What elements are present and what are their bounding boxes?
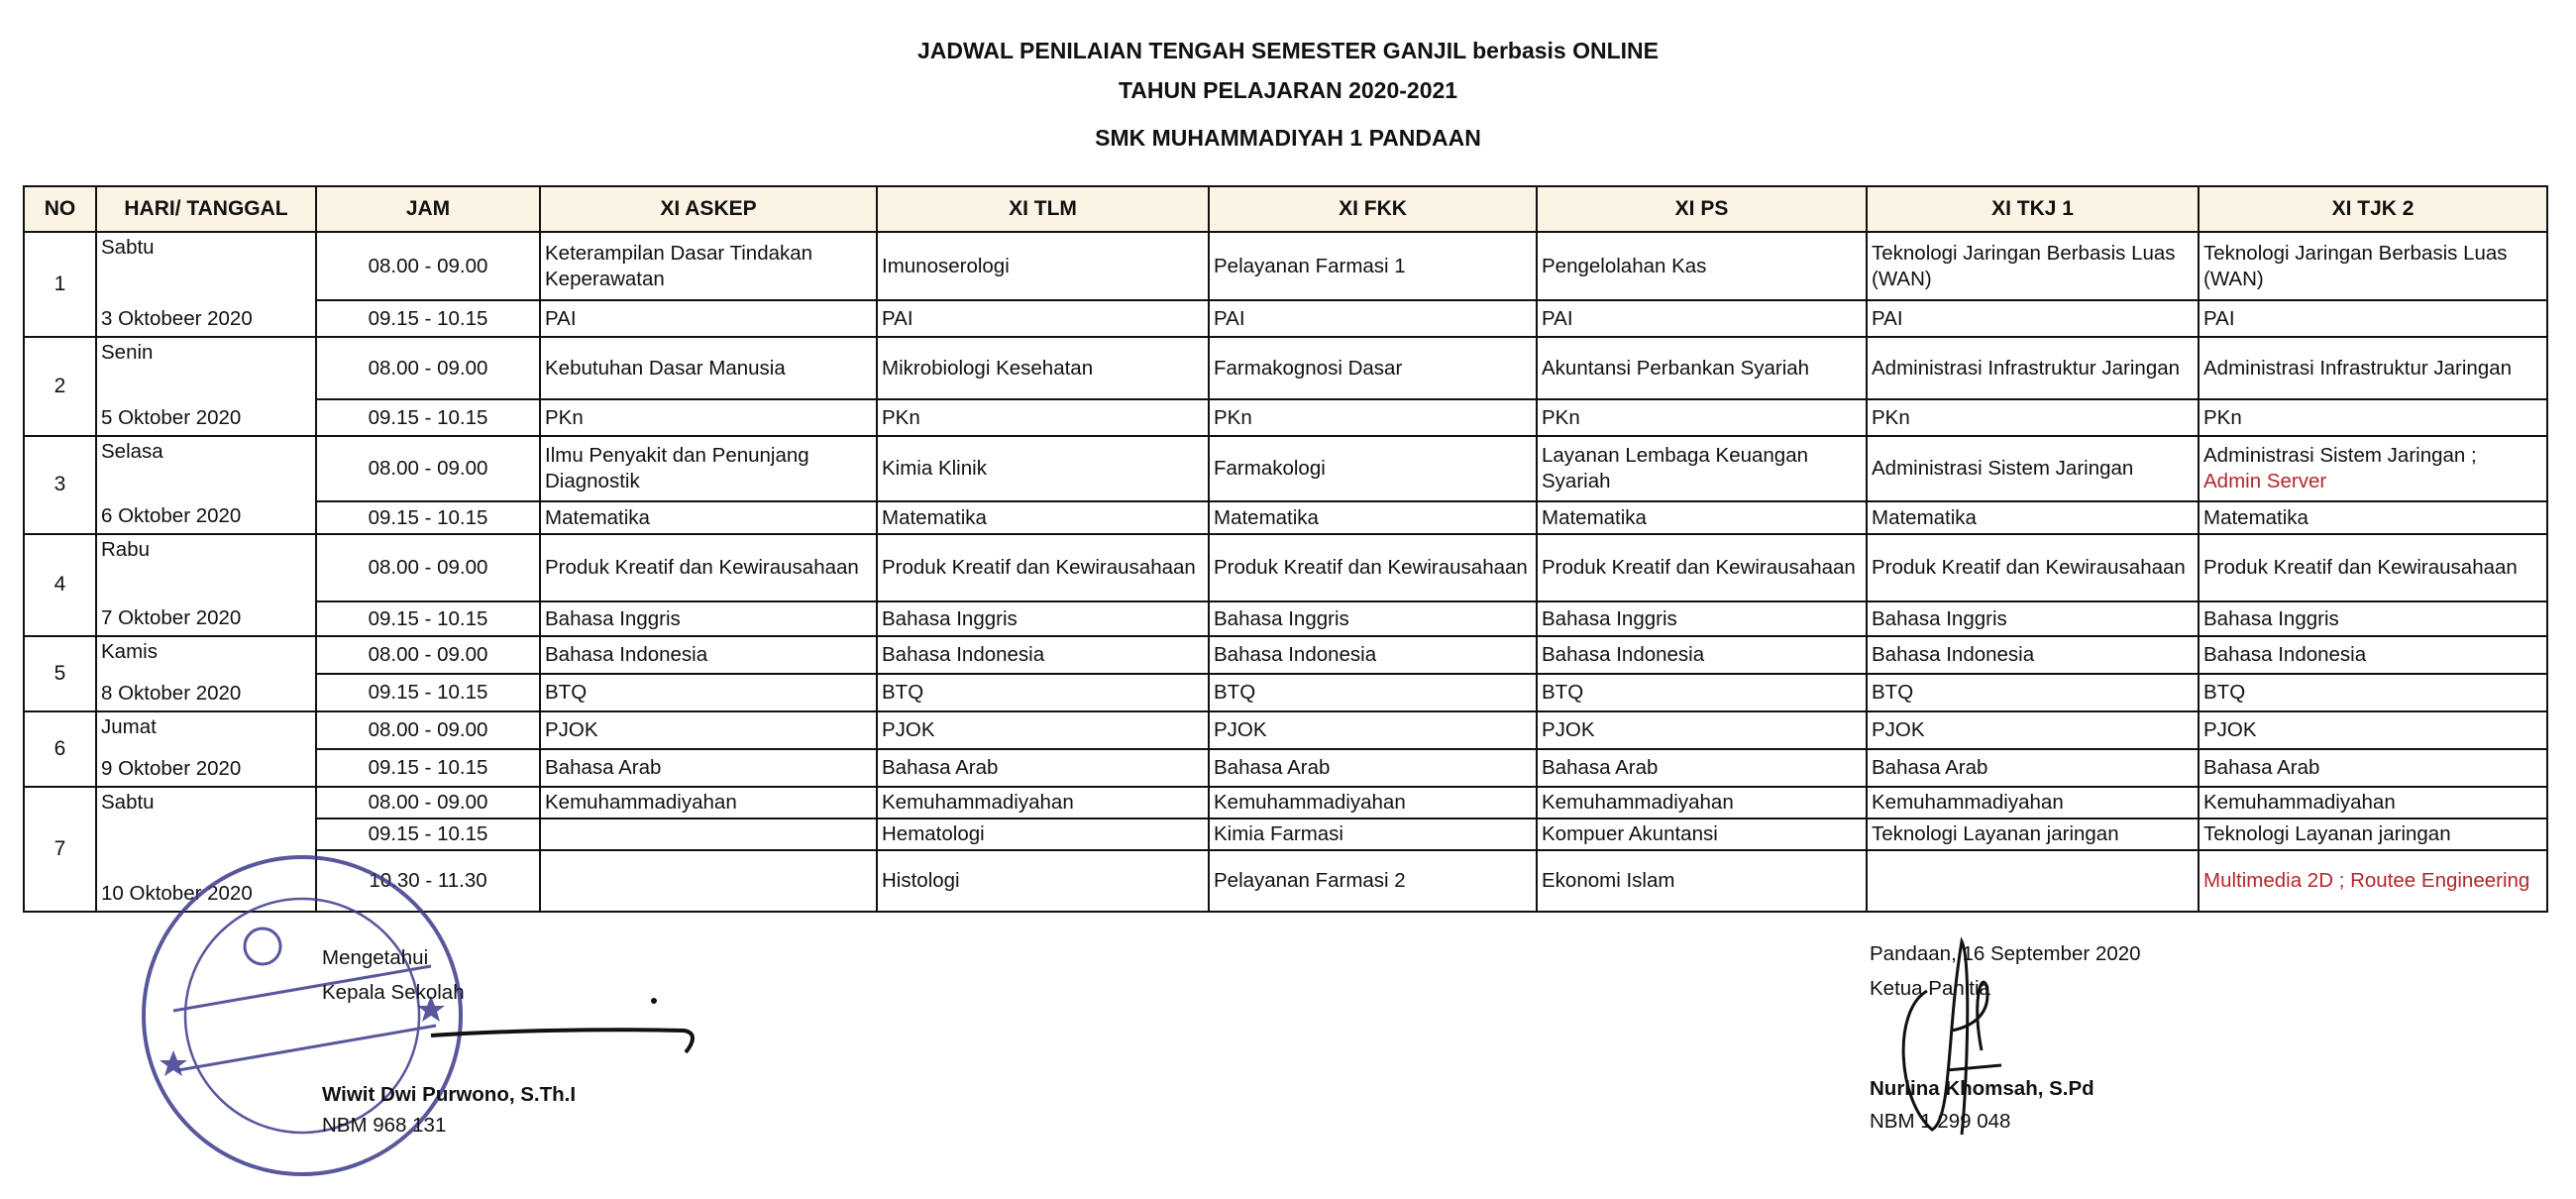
time-slot: 09.15 - 10.15 — [316, 501, 540, 534]
principal-id: NBM 968 131 — [322, 1114, 447, 1137]
row-number: 7 — [24, 787, 96, 912]
subject-name: Bahasa Indonesia — [1214, 643, 1377, 667]
subject-cell — [2199, 534, 2547, 601]
time-slot: 08.00 - 09.00 — [316, 636, 540, 674]
subject-cell — [1867, 636, 2199, 674]
subject-name: Bahasa Indonesia — [2203, 643, 2367, 667]
time-slot: 09.15 - 10.15 — [316, 674, 540, 711]
academic-year: TAHUN PELAJARAN 2020-2021 — [1118, 77, 1458, 103]
subject-cell — [540, 399, 877, 436]
subject-name: Ekonomi Islam — [1542, 869, 1675, 893]
school-name: SMK MUHAMMADIYAH 1 PANDAAN — [1095, 125, 1481, 151]
column-header: XI TKJ 1 — [1867, 186, 2199, 232]
subject-cell — [1209, 337, 1537, 399]
subject-name: Kimia Farmasi — [1214, 822, 1343, 846]
subject-cell — [2199, 818, 2547, 850]
time-slot: 09.15 - 10.15 — [316, 749, 540, 787]
table-row — [24, 337, 2547, 399]
subject-cell — [1867, 399, 2199, 436]
column-header: XI TJK 2 — [2199, 186, 2547, 232]
subject-cell — [1537, 711, 1867, 749]
subject-name: Farmakologi — [1214, 457, 1326, 481]
subject-cell — [1867, 300, 2199, 337]
subject-name: Matematika — [1542, 505, 1647, 529]
subject-cell — [540, 337, 877, 399]
time-slot: 08.00 - 09.00 — [316, 436, 540, 501]
subject-cell — [1867, 601, 2199, 636]
exam-date: 5 Oktober 2020 — [101, 406, 242, 430]
exam-date: 8 Oktober 2020 — [101, 682, 242, 706]
day-name: Kamis — [101, 640, 158, 663]
subject-cell — [877, 399, 1209, 436]
row-number: 4 — [24, 534, 96, 636]
subject-cell — [1537, 818, 1867, 850]
subject-name: Bahasa Indonesia — [882, 643, 1045, 667]
column-header: XI ASKEP — [540, 186, 877, 232]
day-name: Sabtu — [101, 236, 155, 259]
table-header-row — [24, 186, 2547, 232]
subject-cell — [1209, 636, 1537, 674]
day-date-cell — [96, 636, 316, 711]
subject-name: Bahasa Arab — [545, 756, 662, 780]
subject-cell — [1209, 850, 1537, 912]
subject-cell — [2199, 399, 2547, 436]
subject-cell — [877, 674, 1209, 711]
subject-cell — [540, 749, 877, 787]
subject-name: Kemuhammadiyahan — [545, 791, 737, 815]
subject-name: Teknologi Jaringan Berbasis Luas (WAN) — [2203, 241, 2508, 290]
subject-cell — [1537, 636, 1867, 674]
day-name: Sabtu — [101, 791, 155, 814]
subject-cell — [1209, 601, 1537, 636]
subject-name: Pengelolahan Kas — [1542, 254, 1707, 277]
subject-name: Produk Kreatif dan Kewirausahaan — [1872, 556, 2186, 580]
subject-name: Kebutuhan Dasar Manusia — [545, 356, 786, 380]
subject-name: Bahasa Indonesia — [1542, 643, 1705, 667]
time-slot: 08.00 - 09.00 — [316, 534, 540, 601]
subject-name: Matematika — [1214, 505, 1319, 529]
subject-name: Bahasa Indonesia — [545, 643, 708, 667]
subject-name: Histologi — [882, 869, 960, 893]
subject-name: Ilmu Penyakit dan Penunjang Diagnostik — [545, 444, 809, 492]
subject-cell — [877, 850, 1209, 912]
subject-cell — [540, 232, 877, 300]
time-slot: 08.00 - 09.00 — [316, 337, 540, 399]
subject-name: BTQ — [1542, 681, 1584, 705]
subject-cell — [877, 232, 1209, 300]
subject-name: Teknologi Layanan jaringan — [2203, 822, 2451, 846]
subject-cell — [877, 787, 1209, 818]
subject-cell — [2199, 674, 2547, 711]
row-number: 1 — [24, 232, 96, 337]
subject-name: Kompuer Akuntansi — [1542, 822, 1718, 846]
subject-name: Bahasa Inggris — [1872, 606, 2007, 630]
subject-name: BTQ — [1214, 681, 1256, 705]
day-name: Senin — [101, 341, 154, 364]
subject-name: Bahasa Inggris — [2203, 606, 2339, 630]
subject-cell — [1209, 787, 1537, 818]
subject-cell — [1867, 674, 2199, 711]
subject-name: Bahasa Arab — [882, 756, 999, 780]
subject-cell — [1867, 787, 2199, 818]
subject-cell — [1209, 501, 1537, 534]
time-slot: 09.15 - 10.15 — [316, 601, 540, 636]
exam-date: 6 Oktober 2020 — [101, 504, 242, 528]
subject-cell — [1537, 749, 1867, 787]
subject-note-red: Multimedia 2D ; Routee Engineering — [2203, 869, 2530, 893]
subject-cell — [1209, 534, 1537, 601]
subject-cell — [2199, 232, 2547, 300]
time-slot: 08.00 - 09.00 — [316, 232, 540, 300]
subject-name: Administrasi Sistem Jaringan ; — [2203, 444, 2477, 468]
subject-name: PAI — [1214, 306, 1245, 330]
subject-cell — [540, 674, 877, 711]
subject-cell — [540, 436, 877, 501]
subject-cell — [1867, 749, 2199, 787]
day-date-cell — [96, 534, 316, 636]
subject-note-red: Admin Server — [2203, 470, 2327, 492]
subject-cell — [877, 601, 1209, 636]
subject-name: BTQ — [545, 681, 588, 705]
subject-name: PKn — [882, 405, 920, 429]
subject-name: PJOK — [545, 718, 598, 742]
subject-name: PJOK — [1214, 718, 1267, 742]
subject-cell — [1209, 711, 1537, 749]
subject-cell — [540, 850, 877, 912]
subject-name: Matematika — [1872, 505, 1977, 529]
subject-cell — [1867, 850, 2199, 912]
row-number: 6 — [24, 711, 96, 787]
subject-name: PKn — [545, 405, 584, 429]
exam-date: 7 Oktober 2020 — [101, 606, 242, 630]
subject-name: PAI — [1542, 306, 1573, 330]
subject-cell — [1209, 818, 1537, 850]
subject-cell — [1209, 399, 1537, 436]
subject-cell — [1537, 337, 1867, 399]
table-row — [24, 674, 2547, 711]
row-number: 2 — [24, 337, 96, 436]
subject-cell — [1209, 300, 1537, 337]
subject-name: Layanan Lembaga Keuangan Syariah — [1542, 444, 1809, 492]
subject-cell — [540, 300, 877, 337]
subject-name: Bahasa Inggris — [882, 606, 1018, 630]
subject-cell — [1537, 534, 1867, 601]
subject-name: PJOK — [882, 718, 935, 742]
subject-cell — [540, 601, 877, 636]
subject-cell — [877, 501, 1209, 534]
subject-cell — [2199, 601, 2547, 636]
subject-cell — [2199, 636, 2547, 674]
subject-name: Produk Kreatif dan Kewirausahaan — [2203, 556, 2518, 580]
day-date-cell — [96, 436, 316, 534]
subject-name: BTQ — [1872, 681, 1914, 705]
committee-name: Nurlina Khomsah, S.Pd — [1870, 1077, 2094, 1100]
subject-cell — [1537, 850, 1867, 912]
subject-cell — [540, 818, 877, 850]
subject-cell — [1537, 232, 1867, 300]
time-slot: 08.00 - 09.00 — [316, 711, 540, 749]
subject-name: Kemuhammadiyahan — [882, 791, 1074, 815]
subject-name: PAI — [545, 306, 577, 330]
subject-name: PKn — [1542, 405, 1580, 429]
subject-name: PJOK — [2203, 718, 2257, 742]
column-header: XI PS — [1537, 186, 1867, 232]
subject-name: Matematika — [882, 505, 987, 529]
row-number: 5 — [24, 636, 96, 711]
subject-cell — [877, 337, 1209, 399]
day-name: Jumat — [101, 715, 157, 738]
column-header: NO — [24, 186, 96, 232]
subject-name: PKn — [1214, 405, 1252, 429]
subject-cell — [1209, 232, 1537, 300]
subject-name: Hematologi — [882, 822, 985, 846]
subject-cell — [2199, 787, 2547, 818]
subject-name: Administrasi Infrastruktur Jaringan — [2203, 356, 2513, 380]
subject-name: Bahasa Arab — [1872, 756, 1988, 780]
subject-cell — [1209, 436, 1537, 501]
committee-id: NBM 1 299 048 — [1870, 1110, 2011, 1133]
principal-signature — [426, 991, 713, 1060]
subject-name: PAI — [882, 306, 913, 330]
subject-cell — [1209, 674, 1537, 711]
time-slot: 09.15 - 10.15 — [316, 399, 540, 436]
subject-name: Bahasa Arab — [2203, 756, 2320, 780]
subject-cell — [877, 300, 1209, 337]
subject-name: PAI — [2203, 306, 2235, 330]
place-date: Pandaan, 16 September 2020 — [1870, 942, 2141, 965]
column-header: XI TLM — [877, 186, 1209, 232]
subject-cell — [540, 711, 877, 749]
subject-name: Bahasa Inggris — [545, 606, 681, 630]
subject-name: PJOK — [1872, 718, 1925, 742]
subject-cell — [1867, 711, 2199, 749]
subject-name: Produk Kreatif dan Kewirausahaan — [882, 556, 1196, 580]
committee-role: Ketua Panitia — [1870, 977, 1990, 1000]
subject-cell — [2199, 337, 2547, 399]
column-header: JAM — [316, 186, 540, 232]
subject-cell — [1537, 399, 1867, 436]
subject-name: PKn — [2203, 405, 2242, 429]
subject-name: Kemuhammadiyahan — [1214, 791, 1406, 815]
principal-role: Kepala Sekolah — [322, 981, 465, 1004]
subject-cell — [540, 787, 877, 818]
day-date-cell — [96, 711, 316, 787]
table-row — [24, 749, 2547, 787]
day-name: Selasa — [101, 440, 163, 463]
subject-name: Bahasa Inggris — [1542, 606, 1677, 630]
subject-cell — [540, 534, 877, 601]
subject-name: Pelayanan Farmasi 2 — [1214, 869, 1406, 893]
subject-name: Produk Kreatif dan Kewirausahaan — [545, 556, 859, 580]
subject-name: PKn — [1872, 405, 1910, 429]
subject-name: Kemuhammadiyahan — [2203, 791, 2396, 815]
subject-cell — [540, 636, 877, 674]
subject-cell — [1867, 818, 2199, 850]
day-date-cell — [96, 232, 316, 337]
subject-name: Produk Kreatif dan Kewirausahaan — [1542, 556, 1856, 580]
subject-name: Mikrobiologi Kesehatan — [882, 356, 1094, 380]
row-number: 3 — [24, 436, 96, 534]
table-row — [24, 601, 2547, 636]
subject-name: Produk Kreatif dan Kewirausahaan — [1214, 556, 1528, 580]
subject-cell — [1537, 436, 1867, 501]
column-header: HARI/ TANGGAL — [96, 186, 316, 232]
acknowledged-label: Mengetahui — [322, 946, 429, 969]
subject-cell — [1209, 749, 1537, 787]
subject-name: Teknologi Layanan jaringan — [1872, 822, 2119, 846]
time-slot: 09.15 - 10.15 — [316, 300, 540, 337]
day-date-cell — [96, 337, 316, 436]
subject-cell — [1867, 501, 2199, 534]
subject-cell — [1537, 601, 1867, 636]
subject-name: Kemuhammadiyahan — [1872, 791, 2064, 815]
column-header: XI FKK — [1209, 186, 1537, 232]
subject-name: Bahasa Arab — [1542, 756, 1659, 780]
subject-name: Matematika — [545, 505, 650, 529]
subject-cell — [877, 711, 1209, 749]
subject-name: Kimia Klinik — [882, 457, 987, 481]
time-slot: 10.30 - 11.30 — [316, 850, 540, 912]
subject-name: PAI — [1872, 306, 1903, 330]
subject-name: Teknologi Jaringan Berbasis Luas (WAN) — [1872, 241, 2176, 290]
subject-cell — [1537, 674, 1867, 711]
subject-cell — [877, 636, 1209, 674]
subject-cell — [877, 749, 1209, 787]
subject-cell — [540, 501, 877, 534]
subject-name: Bahasa Arab — [1214, 756, 1331, 780]
subject-cell — [2199, 300, 2547, 337]
subject-cell — [2199, 749, 2547, 787]
subject-name: PJOK — [1542, 718, 1595, 742]
subject-cell — [1867, 232, 2199, 300]
subject-name: Bahasa Indonesia — [1872, 643, 2035, 667]
table-row — [24, 711, 2547, 749]
subject-name: Pelayanan Farmasi 1 — [1214, 254, 1406, 277]
subject-cell — [877, 436, 1209, 501]
subject-cell — [2199, 436, 2547, 501]
subject-cell — [1867, 436, 2199, 501]
subject-cell — [1537, 300, 1867, 337]
time-slot: 08.00 - 09.00 — [316, 787, 540, 818]
table-row — [24, 787, 2547, 818]
table-row — [24, 818, 2547, 850]
subject-cell — [2199, 711, 2547, 749]
subject-name: Imunoserologi — [882, 254, 1010, 277]
subject-cell — [2199, 501, 2547, 534]
subject-name: BTQ — [2203, 681, 2246, 705]
subject-name: BTQ — [882, 681, 924, 705]
table-row — [24, 399, 2547, 436]
exam-schedule-table — [23, 185, 2548, 913]
table-row — [24, 501, 2547, 534]
principal-name: Wiwit Dwi Purwono, S.Th.I — [322, 1083, 577, 1106]
committee-signature — [1892, 931, 2031, 1140]
subject-cell — [1537, 787, 1867, 818]
table-row — [24, 300, 2547, 337]
subject-name: Matematika — [2203, 505, 2308, 529]
subject-cell — [1867, 337, 2199, 399]
subject-name: Farmakognosi Dasar — [1214, 356, 1403, 380]
subject-cell — [1537, 501, 1867, 534]
subject-cell — [877, 818, 1209, 850]
subject-cell — [2199, 850, 2547, 912]
exam-date: 3 Oktobeer 2020 — [101, 307, 253, 331]
subject-name: Administrasi Sistem Jaringan — [1872, 457, 2134, 481]
subject-name: Administrasi Infrastruktur Jaringan — [1872, 356, 2181, 380]
subject-cell — [877, 534, 1209, 601]
day-name: Rabu — [101, 538, 151, 561]
table-row — [24, 534, 2547, 601]
time-slot: 09.15 - 10.15 — [316, 818, 540, 850]
table-row — [24, 636, 2547, 674]
subject-name: Keterampilan Dasar Tindakan Keperawatan — [545, 241, 813, 290]
table-row — [24, 436, 2547, 501]
exam-date: 10 Oktober 2020 — [101, 882, 253, 906]
subject-name: Kemuhammadiyahan — [1542, 791, 1734, 815]
document-title: JADWAL PENILAIAN TENGAH SEMESTER GANJIL berbasis ONLINE — [916, 38, 1660, 63]
subject-name: Bahasa Inggris — [1214, 606, 1349, 630]
table-row — [24, 232, 2547, 300]
exam-date: 9 Oktober 2020 — [101, 757, 242, 781]
subject-name: Akuntansi Perbankan Syariah — [1542, 356, 1810, 380]
subject-cell — [1867, 534, 2199, 601]
